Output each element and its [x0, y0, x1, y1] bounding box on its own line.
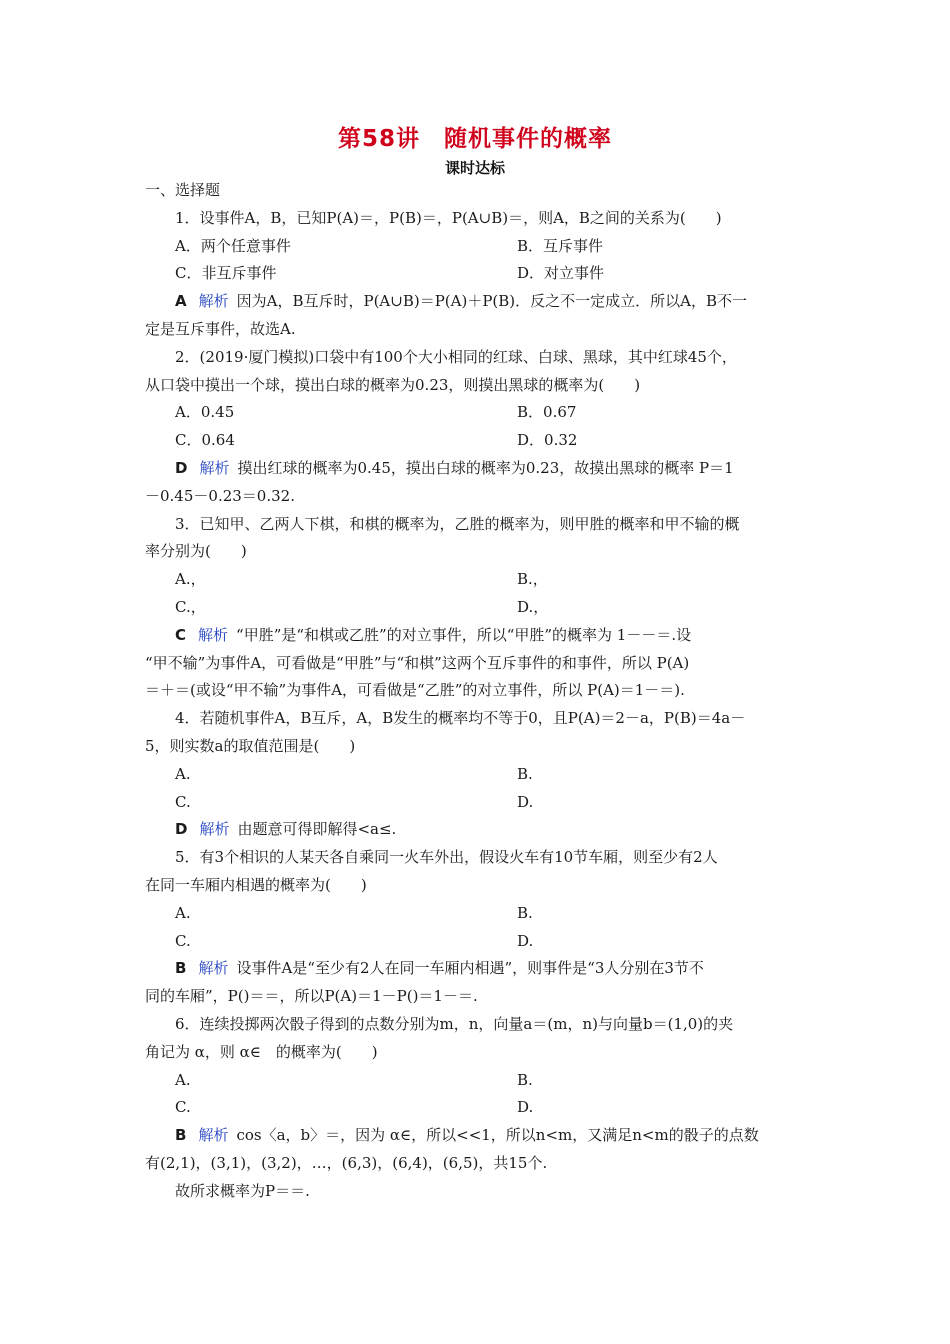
option: D. — [517, 931, 534, 950]
question-stem-line: 从口袋中摸出一个球，摸出白球的概率为0.23，则摸出黑球的概率为( ) — [145, 375, 641, 394]
question-stem-line: 2．(2019·厦门模拟)口袋中有100个大小相同的红球、白球、黑球，其中红球45个， — [175, 347, 737, 366]
question-stem-line: 角记为 α，则 α∈ 的概率为( ) — [145, 1042, 378, 1061]
option: C.， — [175, 597, 206, 616]
analysis-line — [145, 622, 810, 650]
analysis-line — [145, 1150, 810, 1178]
question-stem-line: 3．已知甲、乙两人下棋，和棋的概率为，乙胜的概率为，则甲胜的概率和甲不输的概 — [175, 514, 740, 533]
option: A. — [175, 764, 191, 783]
option: B．0.67 — [517, 403, 577, 422]
question-1 — [145, 205, 810, 344]
analysis-text: －0.45－0.23＝0.32. — [145, 486, 295, 505]
options-row — [145, 566, 810, 594]
answer-letter: B — [175, 959, 187, 978]
options-row — [145, 789, 810, 817]
analysis-label: 解析 — [199, 820, 230, 839]
analysis-text: 同的车厢”，P()＝＝，所以P(A)＝1－P()＝1－＝. — [145, 987, 478, 1006]
option: C. — [175, 792, 191, 811]
options-row — [145, 399, 810, 427]
option: A. — [175, 903, 191, 922]
question-stem-line: 6．连续投掷两次骰子得到的点数分别为m，n，向量a＝(m，n)与向量b＝(1,0)的夹 — [175, 1014, 734, 1033]
option: B. — [517, 764, 533, 783]
option: D. — [517, 1098, 534, 1117]
analysis-line — [145, 650, 810, 678]
analysis-line — [145, 455, 810, 483]
answer-letter: B — [175, 1126, 187, 1145]
option: C. — [175, 1098, 191, 1117]
final-line: 故所求概率为P＝＝. — [175, 1181, 310, 1200]
analysis-text: cos〈a，b〉＝，因为 α∈，所以<<1，所以n<m，又满足n<m的骰子的点数 — [236, 1126, 759, 1145]
page-title: 第58讲 随机事件的概率 — [337, 126, 612, 152]
analysis-label: 解析 — [198, 625, 229, 644]
analysis-text: 因为A，B互斥时，P(A∪B)＝P(A)＋P(B)．反之不一定成立．所以A，B不一 — [236, 292, 748, 311]
options-row — [145, 761, 810, 789]
question-3 — [145, 511, 810, 706]
document-body — [145, 177, 810, 1205]
analysis-line — [145, 1122, 810, 1150]
analysis-line — [145, 677, 810, 705]
option: B. — [517, 1070, 533, 1089]
option: C．非互斥事件 — [175, 264, 277, 283]
option: A．两个任意事件 — [175, 236, 291, 255]
analysis-label: 解析 — [199, 458, 230, 477]
analysis-line — [145, 816, 810, 844]
analysis-label: 解析 — [198, 959, 229, 978]
question-stem-line: 1．设事件A，B，已知P(A)＝，P(B)＝，P(A∪B)＝，则A，B之间的关系为( ) — [175, 208, 722, 227]
option: D. — [517, 792, 534, 811]
analysis-text: 由题意可得即解得<a≤. — [237, 820, 397, 839]
option: A. — [175, 1070, 191, 1089]
question-stem-line: 5．有3个相识的人某天各自乘同一火车外出，假设火车有10节车厢，则至少有2人 — [175, 848, 718, 867]
option: B. — [517, 903, 533, 922]
option: D．0.32 — [517, 431, 578, 450]
option: D.， — [517, 597, 549, 616]
options-row — [145, 233, 810, 261]
answer-letter: D — [175, 458, 188, 477]
answer-letter: C — [175, 625, 187, 644]
options-row — [145, 928, 810, 956]
question-stem-line: 5，则实数a的取值范围是( ) — [145, 736, 356, 755]
option: C. — [175, 931, 191, 950]
analysis-label: 解析 — [198, 1126, 229, 1145]
analysis-line — [145, 955, 810, 983]
options-row — [145, 427, 810, 455]
analysis-line — [145, 288, 810, 316]
analysis-text: 摸出红球的概率为0.45，摸出白球的概率为0.23，故摸出黑球的概率 P＝1 — [237, 458, 734, 477]
analysis-line — [145, 983, 810, 1011]
analysis-text: 定是互斥事件，故选A. — [145, 319, 296, 338]
analysis-line — [145, 316, 810, 344]
analysis-text: “甲胜”是“和棋或乙胜”的对立事件，所以“甲胜”的概率为 1－－＝.设 — [236, 625, 692, 644]
analysis-text: ＝＋＝(或设“甲不输”为事件A，可看做是“乙胜”的对立事件，所以 P(A)＝1－＝). — [145, 681, 685, 700]
question-5 — [145, 844, 810, 1011]
analysis-text: “甲不输”为事件A，可看做是“甲胜”与“和棋”这两个互斥事件的和事件，所以 P(A) — [145, 653, 690, 672]
options-row — [145, 1067, 810, 1095]
answer-letter: D — [175, 820, 188, 839]
option: B.， — [517, 570, 548, 589]
options-row — [145, 1094, 810, 1122]
section-heading: 一、选择题 — [145, 181, 221, 199]
analysis-line — [145, 483, 810, 511]
question-stem-line: 4．若随机事件A，B互斥，A，B发生的概率均不等于0，且P(A)＝2－a，P(B)＝4a－ — [175, 709, 746, 728]
option: D．对立事件 — [517, 264, 605, 283]
analysis-text: 有(2,1)，(3,1)，(3,2)，…，(6,3)，(6,4)，(6,5)，共15个. — [145, 1153, 548, 1172]
option: A．0.45 — [175, 403, 235, 422]
analysis-label: 解析 — [198, 292, 229, 311]
page-subtitle: 课时达标 — [444, 159, 505, 177]
option: C．0.64 — [175, 431, 235, 450]
question-2 — [145, 344, 810, 511]
analysis-text: 设事件A是“至少有2人在同一车厢内相遇”，则事件是“3人分别在3节不 — [236, 959, 704, 978]
question-6 — [145, 1011, 810, 1178]
question-4 — [145, 705, 810, 844]
question-stem-line: 率分别为( ) — [145, 542, 247, 561]
options-row — [145, 594, 810, 622]
options-row — [145, 260, 810, 288]
answer-letter: A — [175, 292, 187, 311]
option: A.， — [175, 570, 206, 589]
option: B．互斥事件 — [517, 236, 604, 255]
options-row — [145, 900, 810, 928]
question-stem-line: 在同一车厢内相遇的概率为( ) — [145, 875, 367, 894]
